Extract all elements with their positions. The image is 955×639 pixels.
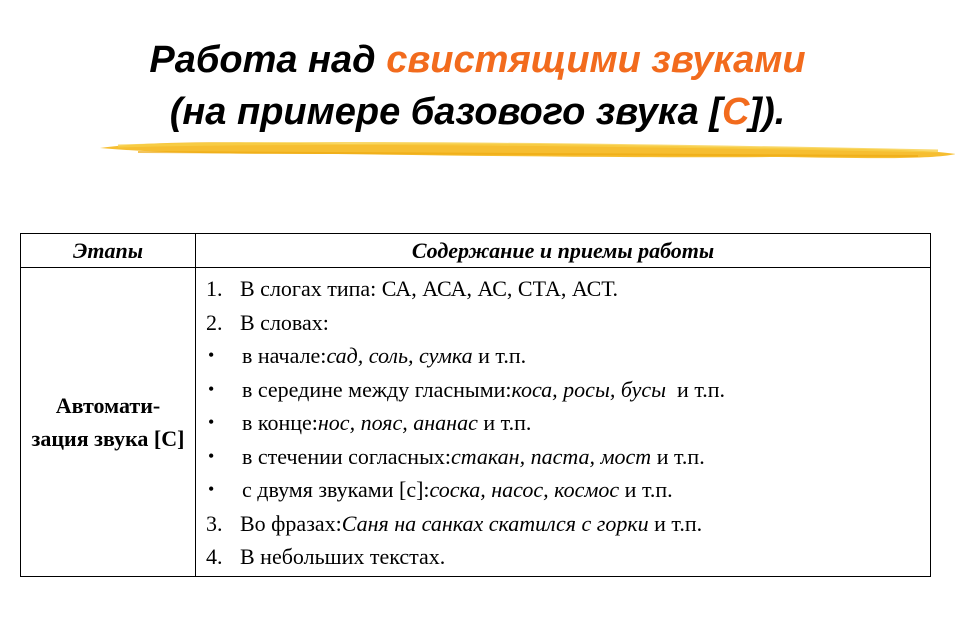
bullet-marker: • xyxy=(208,378,215,399)
table-header-row xyxy=(21,234,931,268)
item-text: В слогах типа: СА, АСА, АС, СТА, АСТ. xyxy=(240,276,619,301)
table-row xyxy=(21,268,931,577)
item-suffix: и т.п. xyxy=(477,410,532,435)
item-text: в стечении согласных: xyxy=(242,443,451,469)
item-examples: стакан, паста, мост xyxy=(450,443,652,469)
list-item xyxy=(206,306,930,340)
title-highlight: свистящими звуками xyxy=(386,39,806,81)
stage-name: Автомати-зация звука [С] xyxy=(31,392,185,451)
title-line2-suffix: ]). xyxy=(749,91,786,133)
number-marker: 1. xyxy=(206,276,223,301)
item-suffix: и т.п. xyxy=(666,376,726,402)
list-item xyxy=(206,540,930,574)
list-item xyxy=(206,272,930,306)
header-stages: Этапы xyxy=(21,234,196,268)
item-text: Во фразах: xyxy=(240,510,342,536)
stage-cell xyxy=(21,268,196,577)
list-item xyxy=(206,406,930,440)
title-line2-prefix: (на примере базового звука [ xyxy=(169,91,722,133)
title-sound-letter: С xyxy=(721,91,750,133)
item-text: в начале: xyxy=(242,343,327,368)
list-item xyxy=(206,507,930,541)
item-examples: соска, насос, космос xyxy=(429,477,620,502)
list-item xyxy=(206,339,930,373)
header-content: Содержание и приемы работы xyxy=(196,234,931,268)
number-marker: 2. xyxy=(206,309,223,335)
item-text: с двумя звуками [с]: xyxy=(242,477,430,502)
item-suffix: и т.п. xyxy=(619,477,673,502)
item-suffix: и т.п. xyxy=(651,443,705,469)
brush-stroke-decoration xyxy=(98,132,955,168)
content-list xyxy=(206,272,930,574)
number-marker: 3. xyxy=(206,510,223,536)
item-examples: нос, пояс, ананас xyxy=(317,410,478,435)
bullet-marker: • xyxy=(208,412,215,432)
bullet-marker: • xyxy=(208,345,215,365)
item-suffix: и т.п. xyxy=(648,510,703,536)
bullet-marker: • xyxy=(208,479,215,499)
list-item xyxy=(206,473,930,507)
bullet-marker: • xyxy=(208,445,215,466)
content-cell xyxy=(196,268,931,577)
work-stages-table xyxy=(20,233,931,577)
item-text: в середине между гласными: xyxy=(242,376,512,402)
item-examples: коса, росы, бусы xyxy=(511,376,667,402)
item-examples: Саня на санках скатился с горки xyxy=(341,510,649,536)
slide-title-line-1 xyxy=(0,38,955,82)
item-text: В словах: xyxy=(240,309,329,335)
number-marker: 4. xyxy=(206,544,223,569)
title-prefix: Работа над xyxy=(149,39,387,81)
list-item xyxy=(206,440,930,474)
slide-title-line-2 xyxy=(0,90,955,134)
item-suffix: и т.п. xyxy=(472,343,527,368)
item-text: В небольших текстах. xyxy=(240,544,446,569)
item-examples: сад, соль, сумка xyxy=(326,343,473,368)
item-text: в конце: xyxy=(242,410,318,435)
list-item xyxy=(206,373,930,407)
